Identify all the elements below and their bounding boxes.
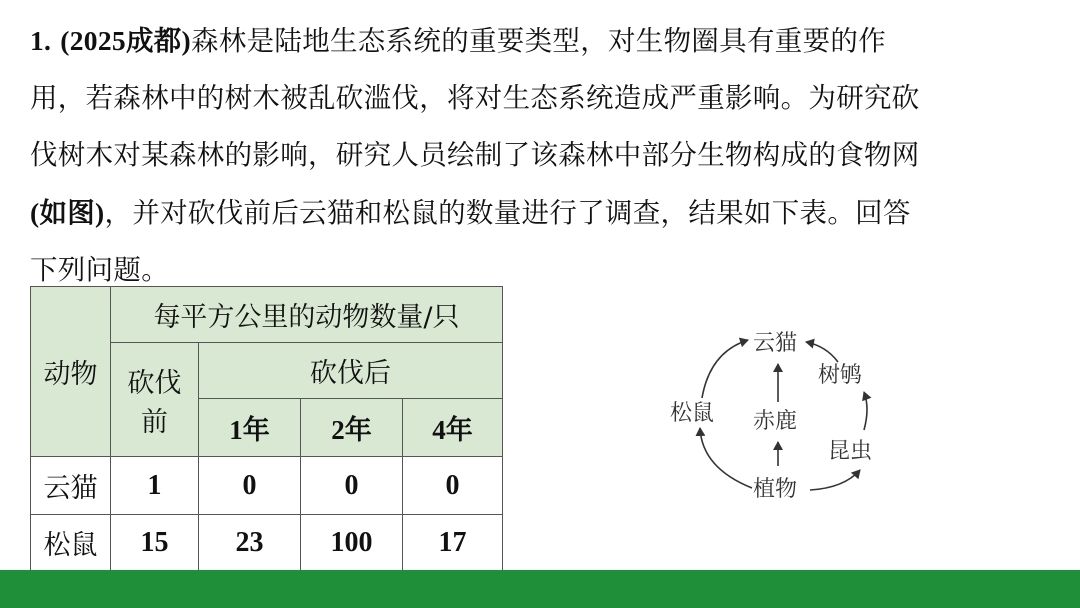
header-year4: 4年 — [403, 399, 503, 457]
node-chilu: 赤鹿 — [753, 409, 798, 434]
header-year1: 1年 — [199, 399, 301, 457]
question-line-2: 用，若森林中的树木被乱砍滥伐，将对生态系统造成严重影响。为研究砍 — [30, 82, 920, 114]
question-figure-ref: (如图) — [30, 197, 105, 228]
header-after: 砍伐后 — [199, 343, 503, 399]
food-web-diagram — [660, 320, 900, 510]
arrow-squirrel-to-cat — [702, 340, 748, 398]
node-zhiwu: 植物 — [753, 477, 798, 502]
node-kunchong: 昆虫 — [828, 439, 873, 464]
question-source: (2025成都) — [60, 25, 191, 56]
header-before-line1: 砍伐 — [127, 367, 182, 399]
cell-before: 15 — [111, 515, 199, 571]
animal-count-table — [30, 286, 503, 571]
header-year2: 2年 — [301, 399, 403, 457]
question-line-3: 伐树木对某森林的影响，研究人员绘制了该森林中部分生物构成的食物网 — [30, 139, 920, 171]
cell-year4: 17 — [403, 515, 503, 571]
question-line-1: 森林是陆地生态系统的重要类型，对生物圈具有重要的作 — [191, 25, 886, 57]
arrow-plant-to-insect — [810, 470, 860, 490]
cell-year1: 0 — [199, 457, 301, 515]
question-line-4: ，并对砍伐前后云猫和松鼠的数量进行了调查，结果如下表。回答 — [104, 197, 911, 229]
arrow-plant-to-squirrel — [700, 428, 752, 488]
question-line-5: 下列问题。 — [30, 254, 169, 286]
footer-bar — [0, 570, 1080, 608]
question-number: 1. — [30, 25, 52, 56]
cell-year4: 0 — [403, 457, 503, 515]
row-animal: 松鼠 — [31, 515, 111, 571]
row-animal: 云猫 — [31, 457, 111, 515]
node-shuqu: 树鸲 — [818, 363, 863, 388]
node-songshu: 松鼠 — [670, 401, 715, 426]
header-animal: 动物 — [31, 287, 111, 457]
node-yunmao: 云猫 — [753, 331, 798, 356]
cell-year1: 23 — [199, 515, 301, 571]
arrow-insect-to-robin — [864, 392, 867, 430]
header-quantity: 每平方公里的动物数量/只 — [111, 287, 503, 343]
header-before — [111, 343, 199, 457]
table-row — [31, 515, 503, 571]
table-row — [31, 457, 503, 515]
arrow-robin-to-cat — [806, 342, 838, 362]
header-before-line2: 前 — [141, 406, 168, 438]
cell-year2: 100 — [301, 515, 403, 571]
cell-before: 1 — [111, 457, 199, 515]
question-text — [30, 12, 1060, 299]
cell-year2: 0 — [301, 457, 403, 515]
